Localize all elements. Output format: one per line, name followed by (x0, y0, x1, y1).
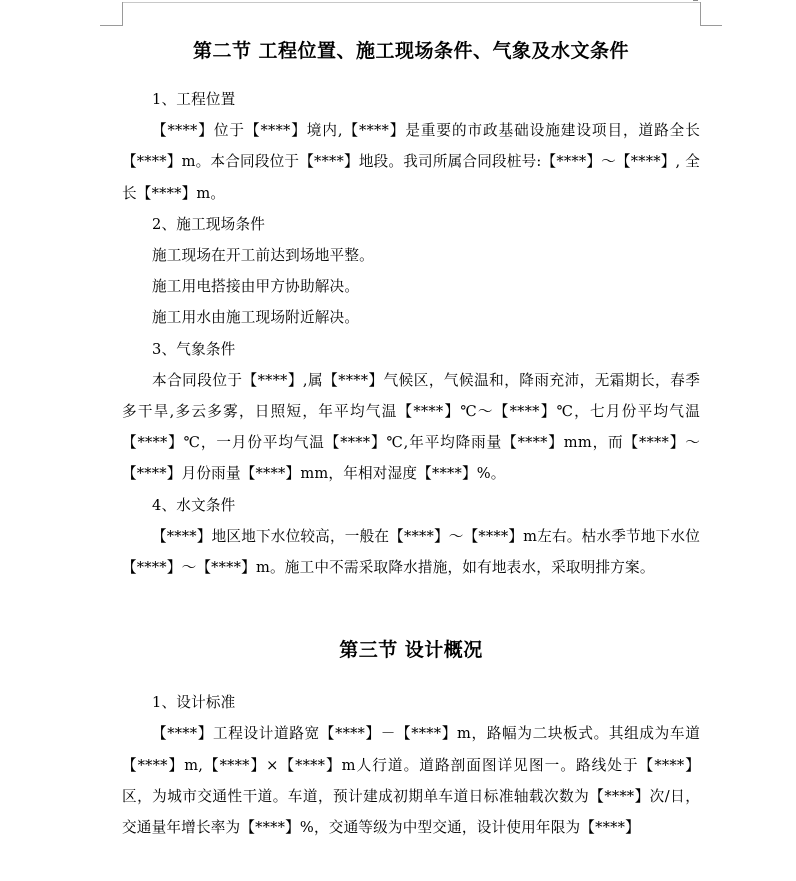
page-top-edge (122, 2, 700, 3)
paragraph-hydrology: 【****】地区地下水位较高，一般在【****】～【****】m左右。枯水季节地下水位【****】～【****】m。施工中不需采取降水措施，如有地表水，采取明排方案。 (122, 527, 700, 577)
paragraph-weather: 本合同段位于【****】,属【****】气候区，气候温和，降雨充沛，无霜期长，春季多干旱,多云多雾，日照短，年平均气温【****】℃～【****】℃，七月份平均气温【****】℃，一月份平均气温【****】℃,年平均降雨量【****】mm，而【****】～【****】月份雨量【****】mm，年相对湿度【****】%。 (122, 371, 700, 483)
crop-mark-top-left-h (100, 25, 122, 26)
section-3-heading: 第三节 设计概况 (339, 639, 483, 662)
paragraph-site-power: 施工用电搭接由甲方协助解决。 (152, 278, 360, 296)
document-body (122, 28, 700, 843)
paragraph-location: 【****】位于【****】境内,【****】是重要的市政基础设施建设项目，道路全长【****】m。本合同段位于【****】地段。我司所属合同段桩号:【****】～【****】, 全长【****】m。 (122, 122, 700, 202)
paragraph-site-leveling: 施工现场在开工前达到场地平整。 (152, 247, 374, 265)
section-2-heading: 第二节 工程位置、施工现场条件、气象及水文条件 (192, 40, 630, 62)
paragraph-design-standard: 【****】工程设计道路宽【****】－【****】m，路幅为二块板式。其组成为车道【****】m,【****】×【****】m人行道。道路剖面图详见图一。路线处于【****】区，为城市交通性干道。车道，预计建成初期单车道日标准轴载次数为【****】次/日，交通量年增长率为【****】%，交通等级为中型交通，设计使用年限为【****】 (122, 725, 700, 837)
subheading-location: 1、工程位置 (152, 91, 236, 108)
subheading-weather: 3、气象条件 (152, 340, 236, 358)
subheading-hydrology: 4、水文条件 (152, 496, 236, 514)
crop-mark-top-right (700, 2, 701, 26)
crop-mark-top-left (122, 2, 123, 26)
page-top-mark (693, 0, 698, 4)
subheading-design-standard: 1、设计标准 (152, 694, 236, 712)
crop-mark-top-right-h (700, 25, 722, 26)
paragraph-site-water: 施工用水由施工现场附近解决。 (152, 309, 360, 327)
subheading-site: 2、施工现场条件 (152, 215, 266, 233)
